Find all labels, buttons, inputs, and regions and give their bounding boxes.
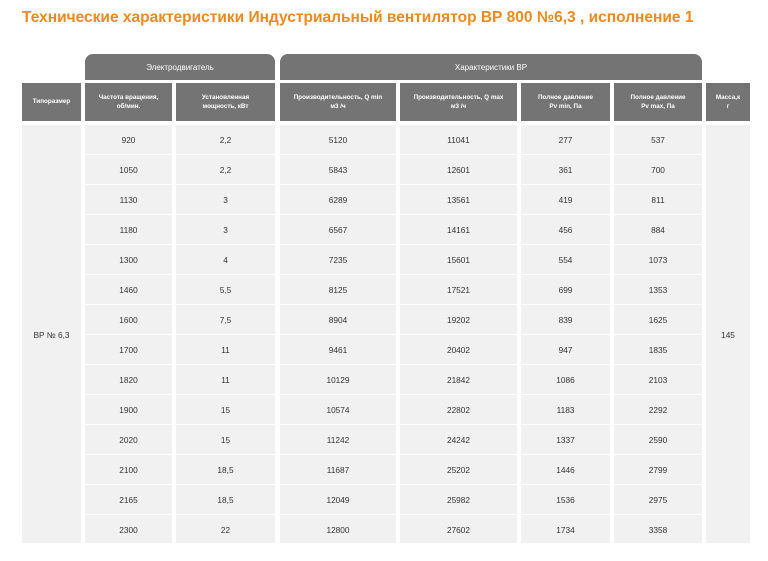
table-cell-power: 18,5	[217, 495, 234, 505]
table-cell-pvmin: 699	[558, 285, 573, 295]
table-cell-rpm: 1460	[119, 285, 138, 295]
table-cell-power: 5,5	[219, 285, 232, 295]
header-pvmax: Полное давление Pv max, Па	[614, 83, 702, 121]
table-cell-qmax: 13561	[446, 195, 471, 205]
header-mass: Масса,к г	[706, 83, 750, 121]
table-cell-rpm: 920	[121, 135, 136, 145]
table-cell-pvmin: 456	[558, 225, 573, 235]
table-cell-qmax: 15601	[446, 255, 471, 265]
table-cell-qmax: 11041	[447, 135, 470, 145]
table-cell-qmax: 14161	[446, 225, 471, 235]
table-cell-power: 3	[223, 195, 228, 205]
table-cell-power: 11	[221, 345, 230, 355]
table-cell-rpm: 1820	[119, 375, 138, 385]
table-cell-pvmin: 839	[558, 315, 573, 325]
group-header-motor: Электродвигатель	[85, 54, 275, 80]
table-cell-pvmax: 2103	[648, 375, 668, 385]
table-cell-qmax: 21842	[446, 375, 471, 385]
table-cell-power: 11	[221, 375, 230, 385]
table-cell-pvmax: 3358	[648, 525, 668, 535]
table-cell-power: 3	[223, 225, 228, 235]
table-cell-pvmax: 2590	[648, 435, 668, 445]
table-cell-qmax: 17521	[446, 285, 471, 295]
table-cell-pvmax: 1835	[648, 345, 668, 355]
table-cell-pvmin: 361	[558, 165, 573, 175]
table-cell-qmin: 8125	[328, 285, 348, 295]
table-cell-rpm: 1180	[119, 225, 138, 235]
table-cell-pvmin: 419	[558, 195, 573, 205]
table-cell-power: 2,2	[219, 135, 232, 145]
table-cell-qmax: 27602	[446, 525, 471, 535]
table-cell-pvmin: 277	[558, 135, 573, 145]
table-cell-qmin: 6289	[328, 195, 348, 205]
table-cell-qmax: 19202	[446, 315, 471, 325]
table-cell-pvmax: 700	[651, 165, 665, 175]
model-cell: ВР № 6,3	[33, 330, 70, 340]
table-cell-pvmax: 1625	[648, 315, 668, 325]
table-cell-qmin: 11687	[326, 465, 350, 475]
table-cell-qmax: 25982	[446, 495, 471, 505]
table-cell-rpm: 2300	[119, 525, 138, 535]
table-cell-rpm: 2165	[119, 495, 138, 505]
header-qmax: Производительность, Q max м3 /ч	[400, 83, 517, 121]
table-cell-qmin: 5843	[328, 165, 348, 175]
table-cell-pvmax: 884	[651, 225, 665, 235]
table-cell-rpm: 1700	[119, 345, 138, 355]
header-pvmin: Полное давление Pv min, Па	[521, 83, 610, 121]
table-cell-pvmax: 537	[651, 135, 665, 145]
table-cell-pvmin: 1734	[556, 525, 575, 535]
table-cell-rpm: 1300	[119, 255, 138, 265]
table-cell-pvmax: 2799	[648, 465, 668, 475]
table-cell-pvmax: 1073	[648, 255, 668, 265]
table-cell-qmin: 6567	[328, 225, 348, 235]
table-cell-qmin: 8904	[328, 315, 348, 325]
table-cell-pvmin: 1337	[556, 435, 575, 445]
table-cell-power: 7,5	[219, 315, 232, 325]
table-cell-pvmin: 947	[558, 345, 573, 355]
table-cell-pvmax: 2975	[648, 495, 668, 505]
table-cell-rpm: 1600	[119, 315, 138, 325]
table-cell-power: 2,2	[219, 165, 232, 175]
table-cell-qmax: 20402	[446, 345, 471, 355]
table-cell-qmax: 25202	[446, 465, 471, 475]
table-cell-rpm: 2020	[119, 435, 138, 445]
table-cell-pvmax: 811	[651, 195, 665, 205]
table-cell-qmax: 24242	[446, 435, 471, 445]
table-cell-qmin: 5120	[328, 135, 348, 145]
table-cell-pvmin: 1536	[556, 495, 575, 505]
table-cell-qmax: 12601	[446, 165, 471, 175]
table-cell-rpm: 1900	[119, 405, 138, 415]
table-cell-qmax: 22802	[446, 405, 471, 415]
group-header-characteristics: Характеристики ВР	[280, 54, 702, 80]
header-power: Установленная мощность, кВт	[176, 83, 275, 121]
table-cell-rpm: 1130	[119, 195, 138, 205]
header-model: Типоразмер	[22, 83, 81, 121]
table-cell-qmin: 11242	[326, 435, 350, 445]
table-cell-qmin: 12049	[326, 495, 350, 505]
table-cell-power: 4	[223, 255, 228, 265]
table-cell-power: 15	[220, 435, 231, 445]
mass-cell: 145	[721, 330, 735, 340]
table-cell-pvmin: 1183	[556, 405, 575, 415]
table-cell-power: 18,5	[217, 465, 234, 475]
table-cell-pvmin: 1446	[556, 465, 575, 475]
table-cell-qmin: 7235	[328, 255, 348, 265]
table-cell-power: 15	[220, 405, 231, 415]
table-cell-pvmax: 1353	[648, 285, 668, 295]
table-cell-pvmin: 554	[558, 255, 573, 265]
table-cell-rpm: 1050	[119, 165, 138, 175]
page-title: Технические характеристики Индустриальный вентилятор ВР 800 №6,3 , исполнение 1	[22, 9, 694, 26]
table-cell-pvmin: 1086	[556, 375, 575, 385]
header-qmin: Производительность, Q min м3 /ч	[280, 83, 396, 121]
table-cell-qmin: 12800	[326, 525, 350, 535]
table-cell-pvmax: 2292	[648, 405, 668, 415]
table-cell-power: 22	[220, 525, 231, 535]
table-cell-rpm: 2100	[119, 465, 138, 475]
table-cell-qmin: 10574	[326, 405, 350, 415]
table-cell-qmin: 9461	[328, 345, 348, 355]
header-rpm: Частота вращения, об/мин.	[85, 83, 172, 121]
table-cell-qmin: 10129	[326, 375, 350, 385]
